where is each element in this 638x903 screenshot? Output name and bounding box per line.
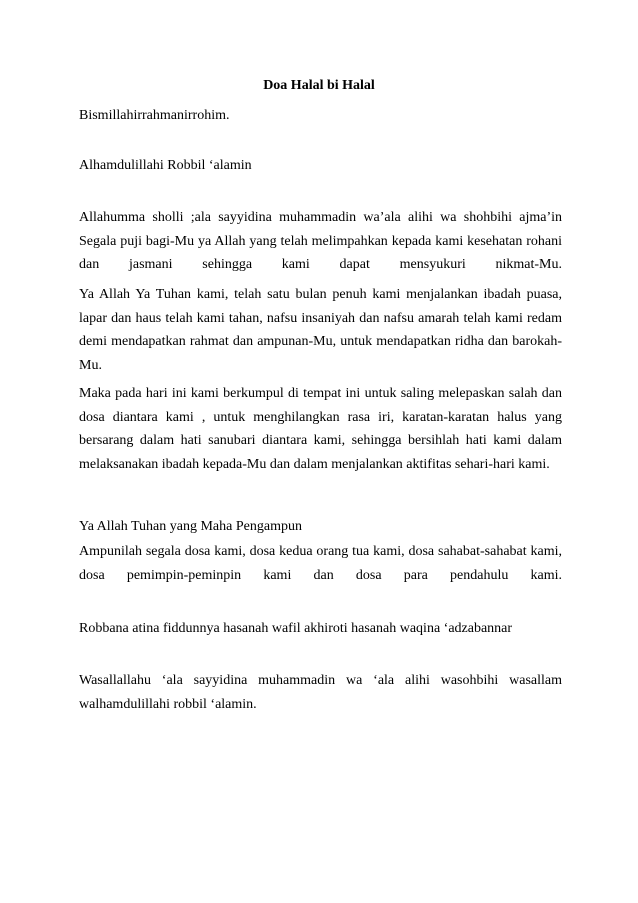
opening-basmalah: Bismillahirrahmanirrohim. bbox=[79, 108, 230, 123]
shalawat-paragraph: Allahumma sholli ;ala sayyidina muhammadin wa’ala alihi wa shohbihi ajma’in Segala puji bagi-Mu ya Allah yang telah melimpahkan kepada kami kesehatan rohani dan jasmani sehingga kami dapat mensyukuri nikmat-Mu. bbox=[79, 210, 562, 273]
document-title: Doa Halal bi Halal bbox=[263, 78, 375, 93]
closing-paragraph: Wasallallahu ‘ala sayyidina muhammadin wa ‘ala alihi wasohbihi wasallam walhamdulillahi robbil ‘alamin. bbox=[79, 673, 562, 712]
ramadan-paragraph: Ya Allah Ya Tuhan kami, telah satu bulan penuh kami menjalankan ibadah puasa, lapar dan haus telah kami tahan, nafsu insaniyah dan nafsu amarah telah kami redam demi mendapatkan rahmat dan ampunan-Mu, untuk mendapatkan ridha dan barokah-Mu. bbox=[79, 287, 562, 373]
invocation-line: Ya Allah Tuhan yang Maha Pengampun bbox=[79, 519, 302, 534]
forgiveness-paragraph: Ampunilah segala dosa kami, dosa kedua orang tua kami, dosa sahabat-sahabat kami, dosa pemimpin-peminpin kami dan dosa para pendahulu kami. bbox=[79, 544, 562, 583]
gathering-paragraph: Maka pada hari ini kami berkumpul di tempat ini untuk saling melepaskan salah dan dosa diantara kami , untuk menghilangkan rasa iri, karatan-karatan halus yang bersarang dalam hati sanubari diantara kami, sehingga bersihlah hati kami dalam melaksanakan ibadah kepada-Mu dan dalam menjalankan aktifitas sehari-hari kami. bbox=[79, 386, 562, 472]
robbana-line: Robbana atina fiddunnya hasanah wafil akhiroti hasanah waqina ‘adzabannar bbox=[79, 621, 513, 636]
hamdalah-line: Alhamdulillahi Robbil ‘alamin bbox=[79, 158, 252, 173]
